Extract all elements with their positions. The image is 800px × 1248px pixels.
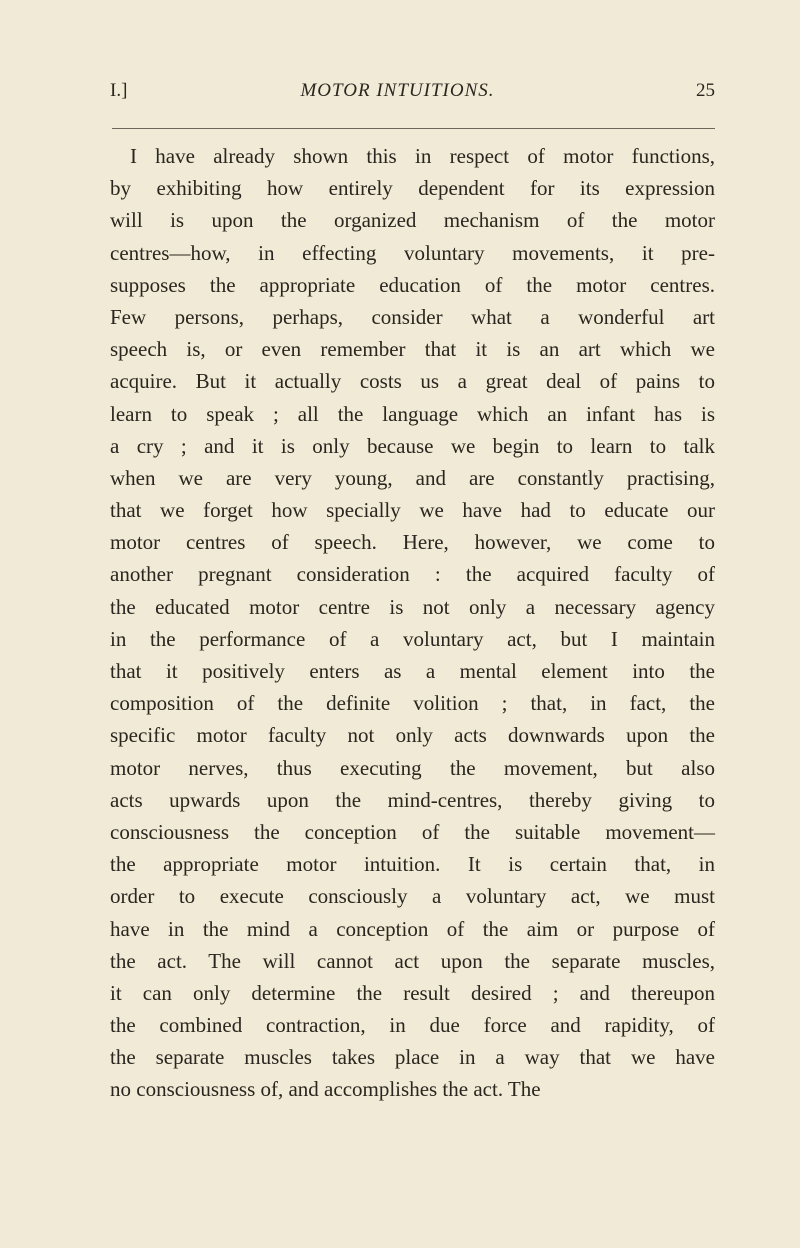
text-line: it can only determine the result desired ; and thereupon [110, 980, 715, 1005]
text-line: Few persons, perhaps, consider what a wonderful art [110, 304, 715, 329]
text-line: motor nerves, thus executing the movement, but also [110, 755, 715, 780]
text-line: in the performance of a voluntary act, but I maintain [110, 626, 715, 651]
text-line: centres—how, in effecting voluntary movements, it pre- [110, 240, 715, 265]
page-number: 25 [696, 80, 715, 101]
text-line: order to execute consciously a voluntary act, we must [110, 884, 715, 909]
text-line: acts upwards upon the mind-centres, thereby giving to [110, 787, 715, 812]
text-line: the appropriate motor intuition. It is certain that, in [110, 852, 715, 877]
running-header [110, 80, 715, 110]
running-title: MOTOR INTUITIONS. [300, 80, 495, 101]
body-text [110, 140, 715, 1106]
text-line: speech is, or even remember that it is an art which we [110, 337, 715, 362]
text-line: no consciousness of, and accomplishes the act. The [110, 1077, 541, 1102]
text-line: consciousness the conception of the suitable movement— [110, 819, 715, 844]
text-line: that we forget how specially we have had to educate our [110, 498, 715, 523]
text-line: composition of the definite volition ; that, in fact, the [110, 691, 715, 716]
text-line: acquire. But it actually costs us a great deal of pains to [110, 369, 715, 394]
text-line: the combined contraction, in due force and rapidity, of [110, 1013, 715, 1038]
text-line: have in the mind a conception of the aim or purpose of [110, 916, 715, 941]
header-rule [112, 128, 715, 129]
text-line: a cry ; and it is only because we begin to learn to talk [110, 433, 715, 458]
section-number: I.] [110, 80, 128, 101]
text-line: the separate muscles takes place in a way that we have [110, 1045, 715, 1070]
text-line: another pregnant consideration : the acquired faculty of [110, 562, 715, 587]
text-line: by exhibiting how entirely dependent for its expression [110, 176, 715, 201]
text-line: supposes the appropriate education of the motor centres. [110, 272, 715, 297]
text-line: the act. The will cannot act upon the separate muscles, [110, 948, 715, 973]
text-line: specific motor faculty not only acts downwards upon the [110, 723, 715, 748]
text-line: learn to speak ; all the language which an infant has is [110, 401, 715, 426]
text-line: when we are very young, and are constantly practising, [110, 465, 715, 490]
text-line: motor centres of speech. Here, however, we come to [110, 530, 715, 555]
text-line: will is upon the organized mechanism of the motor [110, 208, 715, 233]
text-line: the educated motor centre is not only a necessary agency [110, 594, 715, 619]
text-line: I have already shown this in respect of motor functions, [130, 144, 715, 168]
text-line: that it positively enters as a mental element into the [110, 659, 715, 683]
